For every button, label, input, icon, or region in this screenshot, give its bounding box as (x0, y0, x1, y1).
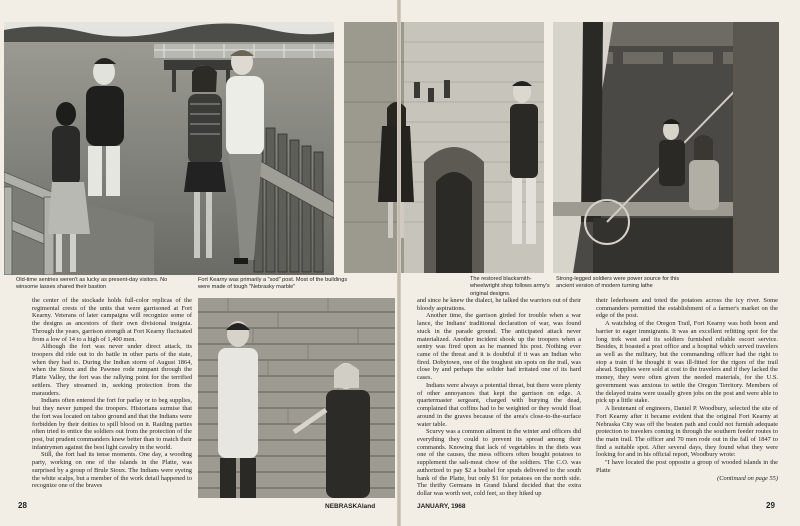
photo-sod-building-image (198, 298, 395, 498)
left-page-number: 28 (18, 501, 27, 510)
caption-sentry-post: Old-time sentries weren't as lucky as present-day visitors. No winsome lasses shared their bastion (16, 277, 168, 291)
photo-turning-lathe (553, 22, 779, 273)
article-paragraph: Another time, the garrison girded for trouble when a war lance, the Indians' traditional declaration of war, was found stuck in the parade ground. The anticipated attack never materialized. Another incident shook up the troopers when a sentry was fired upon as he manned his post. Nothing ever came of the threat and it is doubtful if it was an Indian who fired. Dobytown, one of the toughest sin spots on the trail, was close by and perhaps the solider had irritated one of its hard cases. (417, 312, 581, 382)
article-paragraph: Scurvy was a common ailment in the winter and officers did everything they could to prevent its spread among their commands. Knowing that lack of vegetables in the diets was one of the causes, the mess officers often bought potatoes to supplement the salt-meat chow of the soldiers. The C.O. was authorized to pay $2 a bushel for spuds delivered to the south bank of the Platte, but only $1 for potatoes on the north side. The thrifty Germans in Grand Island decided that the extra dollar was worth wet, cold feet, so they hiked up (417, 428, 581, 497)
caption-sod-building: Fort Kearny was primarily a "sod" post. Most of the buildings were made of tough "Nebrasky marble" (198, 277, 348, 291)
caption-blacksmith-shop: The restored blacksmith-wheelwright shop follows army's original designs. (470, 276, 550, 297)
photo-turning-lathe-image (553, 22, 779, 273)
article-paragraph: A lieutenant of engineers, Daniel P. Woodbury, selected the site of Fort Kearny after it became evident that the original Fort Kearny at Nebraska City was off the beaten path and could not furnish adequate protection to travelers coming in through the southern feeder routes to the main trail. The officer and 70 men rode out in the fall of 1847 to find a suitable spot. After several days, they found what they were looking for and in his official report, Woodbury wrote: (596, 405, 778, 459)
article-paragraph: A watchdog of the Oregon Trail, Fort Kearny was both boon and barrier to eager immigrants. It was an excellent refitting spot for the long trek west and its soldiers furnished reliable escort service. Besides, it boasted a post office and a hospital which served travelers as well as the military, but the commanding officer had the right to stop a train if he thought it was ill-fitted for the rigors of the trail ahead. Supplies were sold at cost to the travelers and if they lacked the money, they were often given the needed materials, for the U.S. government was anxious to settle the Oregon Territory. Members of the delayed trains were usually given jobs on the post and were able to pick up a little stake. (596, 320, 778, 405)
photo-blacksmith-shop-image (344, 22, 544, 273)
article-paragraph: "I have located the post opposite a group of wooded islands in the Platte (596, 459, 778, 474)
article-paragraph: Indians often entered the fort for parlay or to beg supplies, but they never jumped the troopers. Historians surmise that the fort was located on taboo ground and that the Indians were forbidden by their deities to spill blood on it. Raiding parties often tried to entice the soldiers out from the protection of the post, but prudent commanders knew better than to match their infantrymen against the best light cavalry in the world. (32, 397, 192, 451)
article-paragraph: Indians were always a potential threat, but there were plenty of other annoyances that kept the garrison on edge. A quartermaster sergeant, charged with burying the dead, complained that coffins had to be weighted or they would float around in the graves because of the area's close-to-the-surface water table. (417, 381, 581, 428)
photo-sentry-post-image (4, 22, 334, 275)
article-column-middle (417, 297, 581, 498)
right-page-number: 29 (766, 501, 775, 510)
issue-date: JANUARY, 1968 (417, 503, 466, 510)
photo-blacksmith-shop (344, 22, 544, 273)
article-paragraph: and since he knew the dialect, he talked the warriors out of their bloody aspirations. (417, 297, 581, 312)
article-column-left (32, 297, 192, 490)
photo-sod-building (198, 298, 395, 498)
article-paragraph: their lederhosen and toted the potatoes across the icy river. Some commanders permitted the establishment of a farmer's market on the edge of the post. (596, 297, 778, 320)
article-paragraph: the center of the stockade holds full-color replicas of the regimental crests of the units that were garrisoned at Fort Kearny. Veterans of later campaigns will recognize some of the designs as ancestors of their own divisional insignia. Through the years, garrison strength at Fort Kearny fluctuated from a low of 14 to a high of 1,400 men. (32, 297, 192, 343)
caption-turning-lathe: Strong-legged soldiers were power source for this ancient version of modern turning lathe (556, 276, 680, 290)
article-column-right (596, 297, 778, 482)
article-paragraph: Still, the fort had its tense moments. One day, a wooding party, working on one of the islands in the Platte, was surprised by a group of Brule Sioux. The Indians were eyeing the white scalps, but a member of the work detail happened to recognize one of the braves (32, 451, 192, 490)
running-head: NEBRASKAland (325, 503, 376, 510)
photo-sentry-post (4, 22, 334, 275)
page-gutter (397, 0, 401, 526)
continued-note: (Continued on page 55) (717, 474, 778, 482)
article-paragraph: Although the fort was never under direct attack, its troopers did ride out to do battle in other parts of the state, when they had to. During the Indian storm of August 1864, when the Sioux and the Pawnee rode rampant through the Platte Valley, the fort was the rallying point for the terrified settlers. They streamed in, seeking protection from the marauders. (32, 343, 192, 397)
